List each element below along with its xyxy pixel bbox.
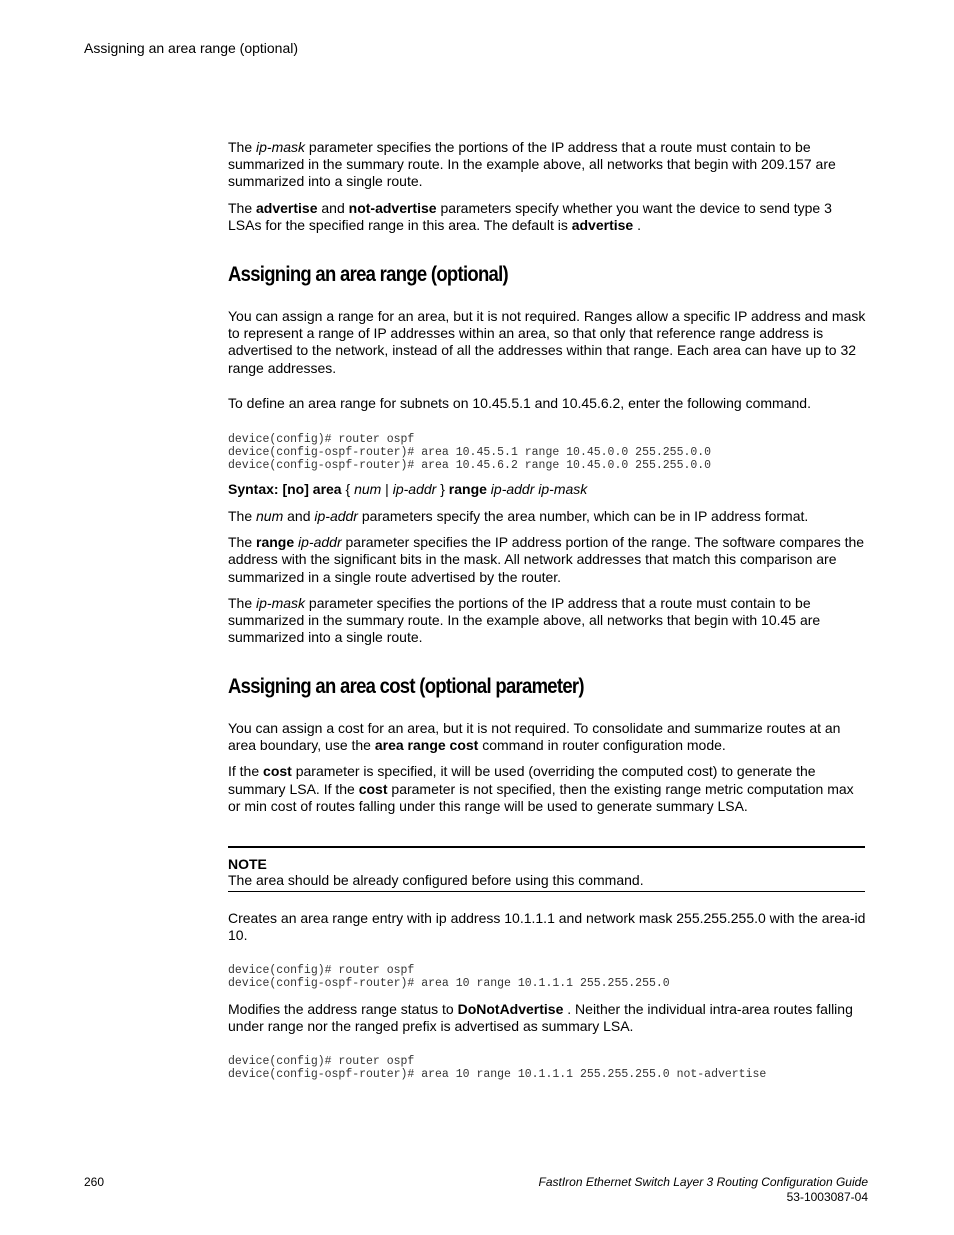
intro-paragraph-advertise: The advertise and not-advertise parameters specify whether you want the device to send type 3 LSAs for the specified range in this area. The default is advertise .	[228, 199, 832, 233]
guide-title: FastIron Ethernet Switch Layer 3 Routing Configuration Guide	[538, 1175, 868, 1189]
intro-paragraph-ip-mask: The ip-mask parameter specifies the portions of the IP address that a route must contain to be summarized in the summary route. In the example above, all networks that begin with 209.157 are summarized into a single route.	[228, 139, 836, 190]
section-area-cost-body	[228, 720, 866, 815]
ip-mask-paragraph: The ip-mask parameter specifies the portions of the IP address that a route must contain to be summarized in the summary route. In the example above, all networks that begin with 10.45 are summarized into a single route.	[228, 594, 821, 646]
section-heading-area-range: Assigning an area range (optional)	[228, 263, 509, 286]
intro-block	[228, 139, 866, 234]
area-cost-intro: You can assign a cost for an area, but it is not required. To consolidate and summarize routes at an area boundary, use the area range cost command in router configuration mode.	[228, 720, 841, 754]
num-ip-addr-paragraph: The num and ip-addr parameters specify the area number, which can be in IP address format.	[228, 508, 809, 524]
cost-parameter-paragraph: If the cost parameter is specified, it will be used (overriding the computed cost) to generate the summary LSA. If the cost parameter is not specified, then the existing range metric computation max or min cost of routes falling under this range will be used to generate summary LSA.	[228, 763, 854, 814]
page-number: 260	[84, 1175, 105, 1189]
code-block-create-range: device(config)# router ospf device(config-ospf-router)# area 10 range 10.1.1.1 255.255.255.0	[228, 964, 670, 990]
create-range-paragraph: Creates an area range entry with ip address 10.1.1.1 and network mask 255.255.255.0 with the area-id 10.	[228, 910, 866, 944]
note-box	[228, 846, 865, 892]
code-block-area-range: device(config)# router ospf device(config-ospf-router)# area 10.45.5.1 range 10.45.0.0 255.255.0.0 device(config-ospf-router)# area 10.45.6.2 range 10.45.0.0 255.255.0.0	[228, 433, 712, 472]
section-area-range-body	[228, 308, 866, 377]
area-range-description: You can assign a range for an area, but it is not required. Ranges allow a specific IP address and mask to represent a range of IP addresses within an area, so that only that reference range address is advertised to the network, instead of all the addresses within that range. Each area can have up to 32 range addresses.	[228, 308, 866, 376]
code-block-not-advertise: device(config)# router ospf device(config-ospf-router)# area 10 range 10.1.1.1 255.255.255.0 not-advertise	[228, 1055, 767, 1081]
section-heading-area-cost: Assigning an area cost (optional parameter)	[228, 675, 584, 698]
do-not-advertise-paragraph: Modifies the address range status to DoNotAdvertise . Neither the individual intra-area routes falling under range nor the ranged prefix is advertised as summary LSA.	[228, 1001, 853, 1035]
area-range-instruction: To define an area range for subnets on 10.45.5.1 and 10.45.6.2, enter the following command.	[228, 395, 811, 411]
parameter-descriptions	[228, 508, 866, 646]
note-title: NOTE	[228, 856, 267, 872]
running-header: Assigning an area range (optional)	[84, 40, 299, 56]
footer-doc-info	[538, 1175, 868, 1205]
syntax-line: Syntax: [no] area { num | ip-addr } range ip-addr ip-mask	[228, 481, 588, 497]
note-text: The area should be already configured before using this command.	[228, 872, 644, 888]
doc-number: 53-1003087-04	[786, 1190, 868, 1204]
range-paragraph: The range ip-addr parameter specifies the IP address portion of the range. The software compares the address with the significant bits in the mask. All network addresses that match this comparison are summarized in a single route advertised by the router.	[228, 534, 865, 585]
